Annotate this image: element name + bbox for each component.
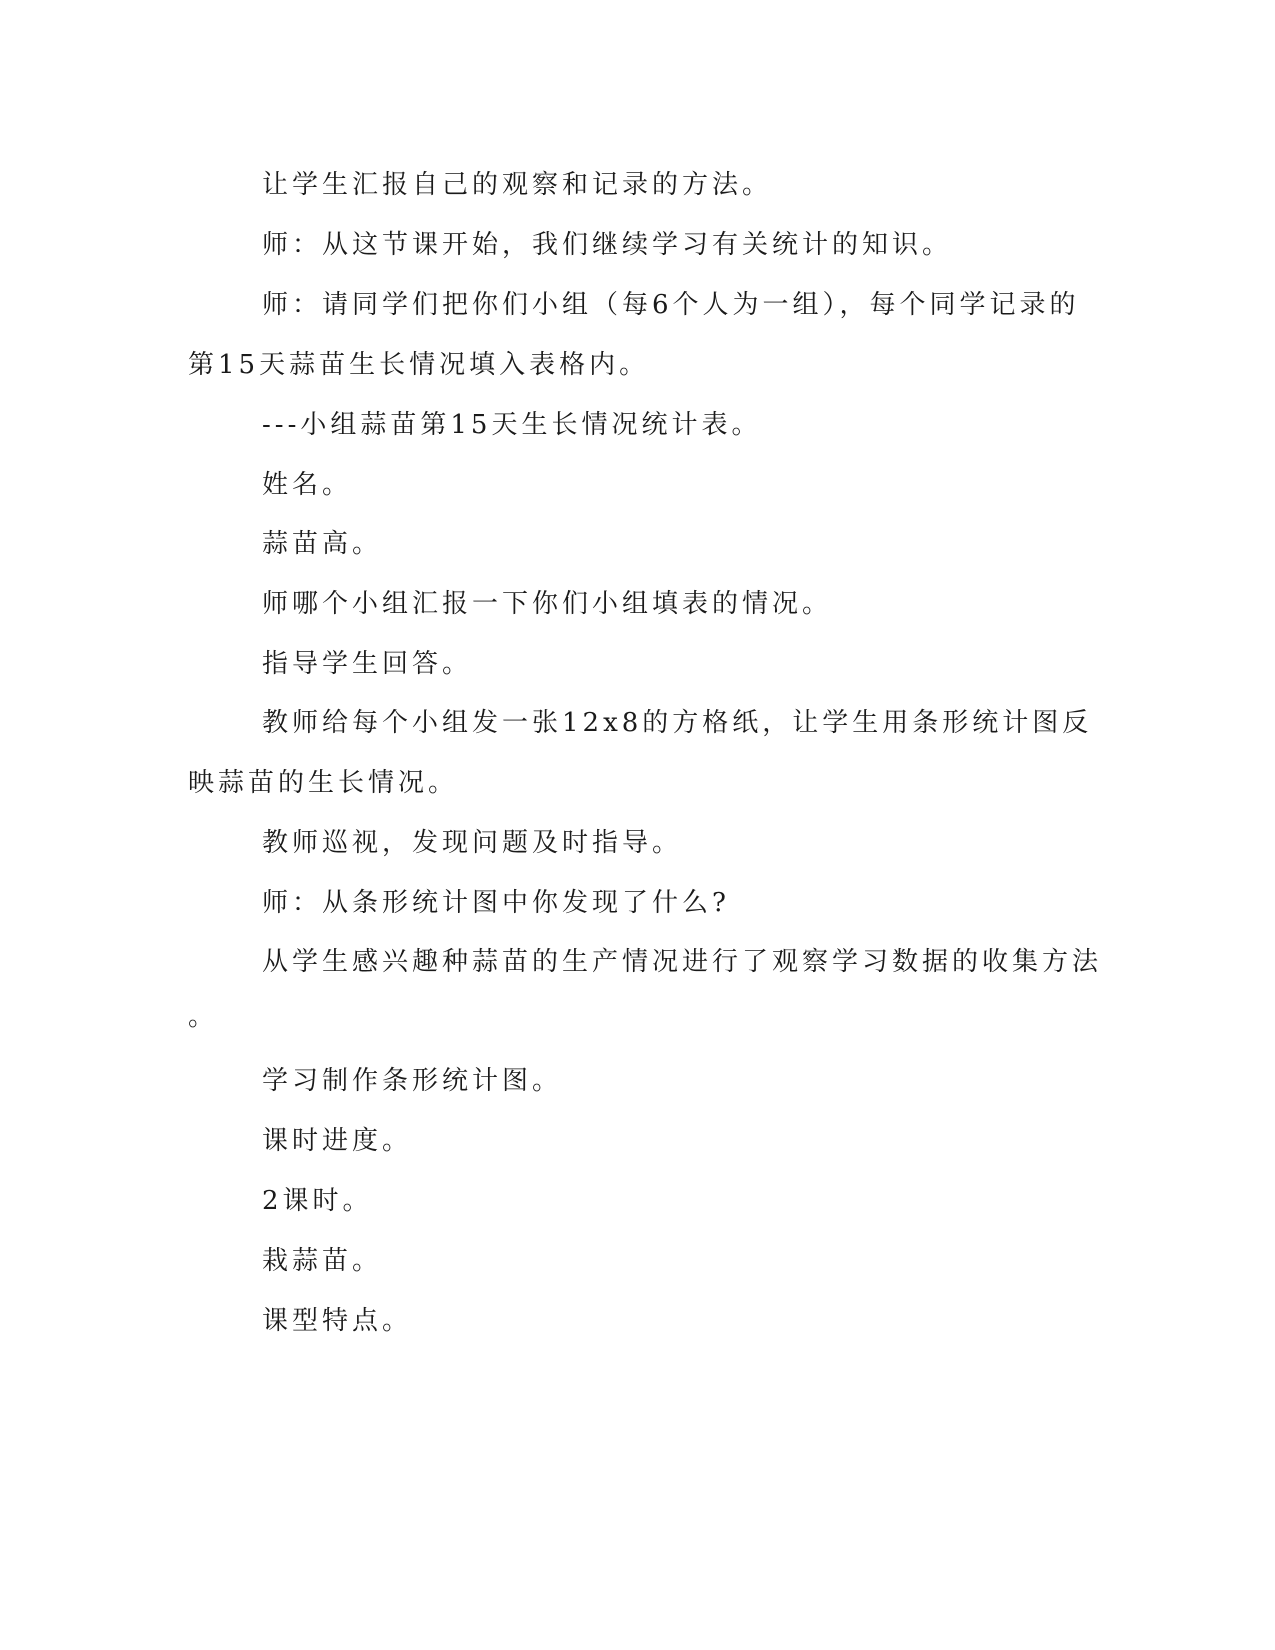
paragraph-1: 让学生汇报自己的观察和记录的方法。 xyxy=(262,170,773,200)
paragraph-13: 从学生感兴趣种蒜苗的生产情况进行了观察学习数据的收集方法 xyxy=(262,947,1103,977)
paragraph-17: 栽蒜苗。 xyxy=(262,1246,383,1276)
paragraph-10-continued: 映蒜苗的生长情况。 xyxy=(188,768,459,798)
paragraph-height-field: 蒜苗高。 xyxy=(262,529,383,559)
paragraph-9: 指导学生回答。 xyxy=(262,649,473,679)
paragraph-12: 师：从条形统计图中你发现了什么? xyxy=(262,888,730,918)
paragraph-3-continued: 第15天蒜苗生长情况填入表格内。 xyxy=(188,350,650,380)
paragraph-14: 学习制作条形统计图。 xyxy=(262,1066,563,1096)
paragraph-15: 课时进度。 xyxy=(262,1126,413,1156)
paragraph-name-field: 姓名。 xyxy=(262,470,353,500)
paragraph-3: 师：请同学们把你们小组（每6个人为一组），每个同学记录的 xyxy=(262,290,1080,320)
paragraph-11: 教师巡视，发现问题及时指导。 xyxy=(262,828,683,858)
paragraph-10: 教师给每个小组发一张12x8的方格纸，让学生用条形统计图反 xyxy=(262,708,1093,738)
paragraph-18: 课型特点。 xyxy=(262,1306,413,1336)
paragraph-16: 2课时。 xyxy=(262,1186,373,1216)
paragraph-13-continued: 。 xyxy=(188,1002,219,1032)
paragraph-table-title: ---小组蒜苗第15天生长情况统计表。 xyxy=(262,410,762,440)
paragraph-2: 师：从这节课开始，我们继续学习有关统计的知识。 xyxy=(262,230,953,260)
paragraph-8: 师哪个小组汇报一下你们小组填表的情况。 xyxy=(262,589,833,619)
